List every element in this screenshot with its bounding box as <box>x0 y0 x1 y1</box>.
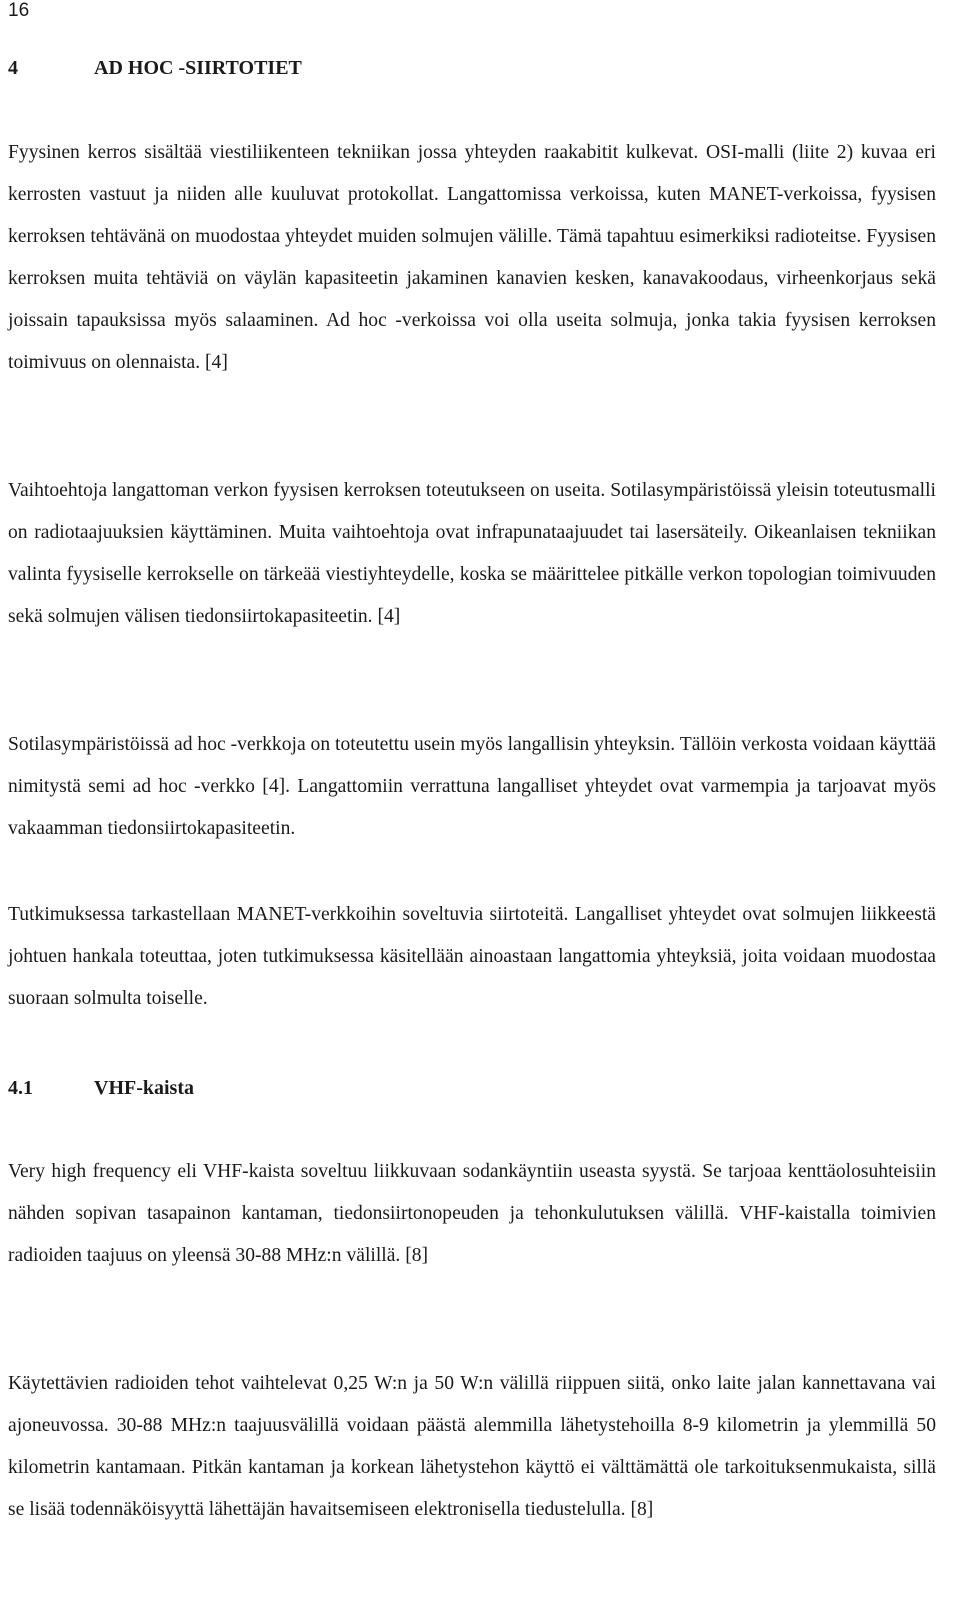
paragraph-physical-layer: Fyysinen kerros sisältää viestiliikenteen tekniikan jossa yhteyden raakabitit kulkevat. OSI-malli (liite 2) kuvaa eri kerrosten vastuut ja niiden alle kuuluvat protokollat. Langattomissa verkoissa, kuten MANET-verkoissa, fyysisen kerroksen tehtävänä on muodostaa yhteydet muiden solmujen välille. Tämä tapahtuu esimerkiksi radioteitse. Fyysisen kerroksen muita tehtäviä on väylän kapasiteetin jakaminen kanavien kesken, kanavakoodaus, virheenkorjaus sekä joissain tapauksissa myös salaaminen. Ad hoc -verkoissa voi olla useita solmuja, jonka takia fyysisen kerroksen toimivuus on olennaista. [4] <box>8 142 936 373</box>
chapter-heading <box>8 56 302 80</box>
section-title: VHF-kaista <box>94 1077 194 1099</box>
section-number: 4.1 <box>8 1077 33 1099</box>
paragraph-study-scope: Tutkimuksessa tarkastellaan MANET-verkkoihin soveltuvia siirtoteitä. Langalliset yhteydet ovat solmujen liikkeestä johtuen hankala toteuttaa, joten tutkimuksessa käsitellään ainoastaan langattomia yhteyksiä, joita voidaan muodostaa suoraan solmulta toiselle. <box>8 904 936 1009</box>
chapter-number: 4 <box>8 57 18 79</box>
paragraph-wired-networks: Sotilasympäristöissä ad hoc -verkkoja on toteutettu usein myös langallisin yhteyksin. Tällöin verkosta voidaan käyttää nimitystä semi ad hoc -verkko [4]. Langattomiin verrattuna langalliset yhteydet ovat varmempia ja tarjoavat myös vakaamman tiedonsiirtokapasiteetin. <box>8 734 936 839</box>
paragraph-alternatives: Vaihtoehtoja langattoman verkon fyysisen kerroksen toteutukseen on useita. Sotilasympäristöissä yleisin toteutusmalli on radiotaajuuksien käyttäminen. Muita vaihtoehtoja ovat infrapunataajuudet tai lasersäteily. Oikeanlaisen tekniikan valinta fyysiselle kerrokselle on tärkeää viestiyhteydelle, koska se määrittelee pitkälle verkon topologian toimivuuden sekä solmujen välisen tiedonsiirtokapasiteetin. [4] <box>8 480 936 627</box>
page-number: 16 <box>8 0 30 21</box>
paragraph-radio-power: Käytettävien radioiden tehot vaihtelevat 0,25 W:n ja 50 W:n välillä riippuen siitä, onko laite jalan kannettavana vai ajoneuvossa. 30-88 MHz:n taajuusvälillä voidaan päästä alemmilla lähetystehoilla 8-9 kilometrin ja ylemmillä 50 kilometrin kantamaan. Pitkän kantaman ja korkean lähetystehon käyttö ei välttämättä ole tarkoituksenmukaista, sillä se lisää todennäköisyyttä lähettäjän havaitsemiseen elektronisella tiedustelulla. [8] <box>8 1373 936 1520</box>
chapter-title: AD HOC -SIIRTOTIET <box>94 57 302 79</box>
paragraph-vhf-intro: Very high frequency eli VHF-kaista soveltuu liikkuvaan sodankäyntiin useasta syystä. Se tarjoaa kenttäolosuhteisiin nähden sopivan tasapainon kantaman, tiedonsiirtonopeuden ja tehonkulutuksen välillä. VHF-kaistalla toimivien radioiden taajuus on yleensä 30-88 MHz:n välillä. [8] <box>8 1161 936 1266</box>
section-heading <box>8 1076 194 1100</box>
